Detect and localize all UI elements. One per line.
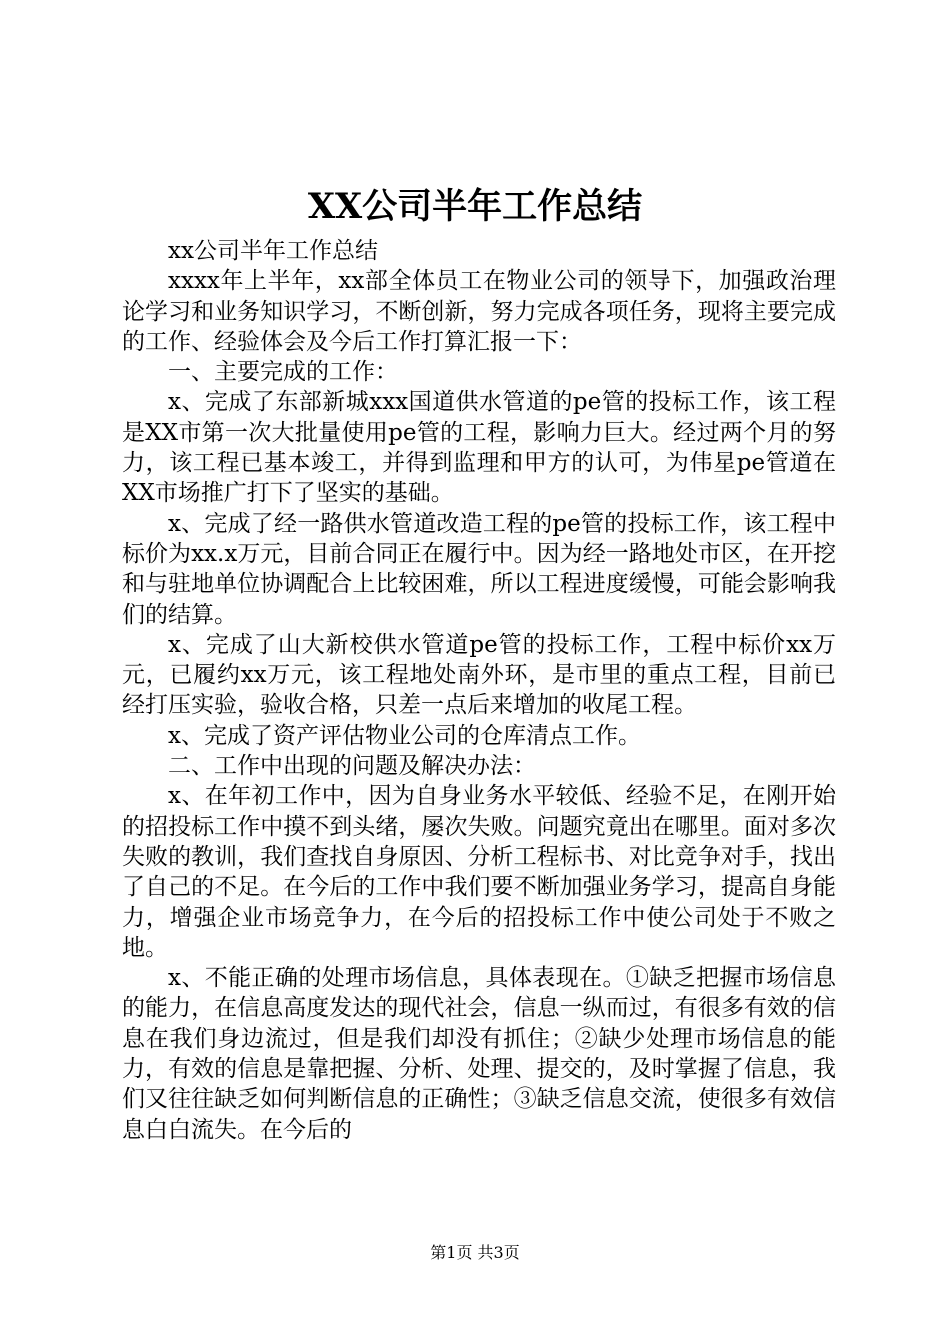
paragraph-item: x、完成了山大新校供水管道pe管的投标工作，工程中标价xx万元，已履约xx万元，该工程地处南外环，是市里的重点工程，目前已经打压实验，验收合格，只差一点后来增加的收尾工程。 <box>122 631 836 719</box>
paragraph-item: x、不能正确的处理市场信息，具体表现在。①缺乏把握市场信息的能力，在信息高度发达的现代社会，信息一纵而过，有很多有效的信息在我们身边流过，但是我们却没有抓住；②缺少处理市场信息的能力，有效的信息是靠把握、分析、处理、提交的，及时掌握了信息，我们又往往缺乏如何判断信息的正确性；③缺乏信息交流，使很多有效信息白白流失。在今后的 <box>122 965 836 1143</box>
paragraph-item: x、完成了东部新城xxx国道供水管道的pe管的投标工作，该工程是XX市第一次大批量使用pe管的工程，影响力巨大。经过两个月的努力，该工程已基本竣工，并得到监理和甲方的认可，为伟星pe管道在XX市场推广打下了坚实的基础。 <box>122 389 836 507</box>
paragraph-intro: xxxx年上半年，xx部全体员工在物业公司的领导下，加强政治理论学习和业务知识学习，不断创新，努力完成各项任务，现将主要完成的工作、经验体会及今后工作打算汇报一下： <box>122 268 836 355</box>
paragraph-item: x、完成了资产评估物业公司的仓库清点工作。 <box>168 722 641 749</box>
section-heading-1: 一、主要完成的工作： <box>168 359 398 386</box>
section-heading-2: 二、工作中出现的问题及解决办法： <box>168 753 536 780</box>
document-body <box>122 236 836 1145</box>
document-title: XX公司半年工作总结 <box>307 186 643 227</box>
paragraph-item: x、在年初工作中，因为自身业务水平较低、经验不足，在刚开始的招投标工作中摸不到头绪，屡次失败。问题究竟出在哪里。面对多次失败的教训，我们查找自身原因、分析工程标书、对比竞争对手，找出了自己的不足。在今后的工作中我们要不断加强业务学习，提高自身能力，增强企业市场竞争力，在今后的招投标工作中使公司处于不败之地。 <box>122 783 836 961</box>
page-number-footer: 第1页 共3页 <box>430 1243 520 1262</box>
paragraph-item: x、完成了经一路供水管道改造工程的pe管的投标工作，该工程中标价为xx.x万元，目前合同正在履行中。因为经一路地处市区，在开挖和与驻地单位协调配合上比较困难，所以工程进度缓慢，可能会影响我们的结算。 <box>122 510 836 628</box>
paragraph-heading: xx公司半年工作总结 <box>168 238 378 264</box>
